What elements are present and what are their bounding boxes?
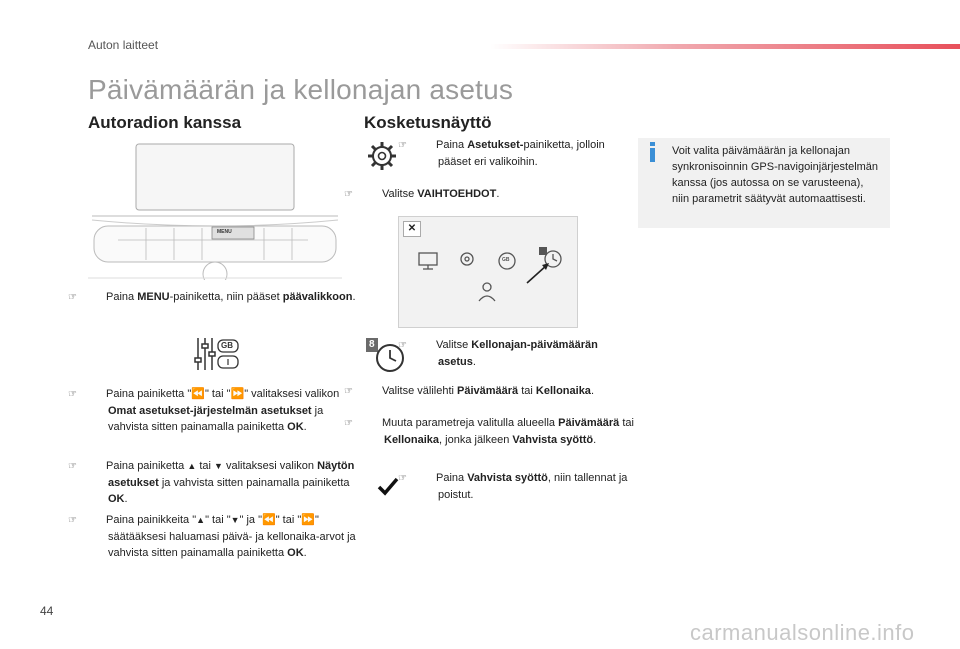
step-options: ☞ Valitse VAIHTOEHDOT.: [364, 186, 634, 203]
bullet-icon: ☞: [344, 386, 353, 397]
bullet-icon: ☞: [68, 515, 77, 526]
step-tab: ☞ Valitse välilehti Päivämäärä tai Kellonaika.: [364, 383, 634, 400]
down-arrow-icon: ▼: [230, 515, 240, 525]
page-title: Päivämäärän ja kellonajan asetus: [88, 74, 514, 105]
step-own-settings: ☞ Paina painiketta "⏪" tai "⏩" valitaksesi valikon Omat asetukset-järjestelmän asetukset ja vahvista sitten painamalla painiketta OK.: [68, 388, 340, 433]
down-arrow-icon: ▼: [214, 461, 223, 471]
bullet-icon: ☞: [344, 418, 353, 429]
bullet-icon: ☞: [68, 389, 77, 400]
rewind-icon: ⏪: [191, 388, 205, 400]
settings-sliders-icon: [194, 336, 242, 372]
info-text: Voit valita päivämäärän ja kellonajan synkronisoinnin GPS-navigoinjärjestelmän kanssa (jos autossa on se varusteena), niin parametrit säätyvät automaattisesti.: [672, 145, 879, 205]
step-confirm: ☞ Paina Vahvista syöttö, niin tallennat ja poistut.: [398, 472, 628, 501]
badge-number: 8: [369, 339, 375, 350]
car-radio-illustration: [88, 140, 342, 280]
rewind-icon: ⏪: [262, 514, 276, 526]
fast-forward-icon: ⏩: [301, 514, 315, 526]
header-accent-bar: [490, 44, 960, 49]
bullet-icon: ☞: [398, 140, 407, 151]
watermark: carmanualsonline.info: [690, 620, 915, 645]
step-display-settings: ☞ Paina painiketta ▲ tai ▼ valitaksesi valikon Näytön asetukset ja vahvista sitten painamalla painiketta OK.: [68, 460, 355, 505]
page-number: 44: [40, 604, 54, 618]
step-modify: ☞ Muuta parametreja valitulla alueella Päivämäärä tai Kellonaika, jonka jälkeen Vahvista syöttö.: [344, 417, 634, 446]
step-adjust-values: ☞ Paina painikkeita "▲" tai "▼" ja "⏪" tai "⏩" säätääksesi haluamasi päivä- ja kellonaika-arvot ja vahvista sitten painamalla painiketta OK.: [68, 514, 356, 559]
touchscreen-mockup: [398, 216, 578, 328]
bullet-icon: ☞: [68, 292, 77, 303]
close-icon: ✕: [403, 221, 421, 237]
info-icon: [648, 142, 658, 162]
step-settings-button: ☞ Paina Asetukset-painiketta, jolloin pääset eri valikoihin.: [398, 139, 605, 168]
bullet-icon: ☞: [398, 340, 407, 351]
bullet-icon: ☞: [398, 473, 407, 484]
lang-badge: GB: [502, 257, 510, 263]
settings-gear-icon: [366, 140, 398, 172]
bullet-icon: ☞: [344, 189, 353, 200]
settings-icon-label: GB: [221, 341, 233, 350]
heading-touchscreen: Kosketusnäyttö: [364, 113, 492, 132]
fast-forward-icon: ⏩: [230, 388, 245, 400]
checkmark-icon: [376, 474, 400, 498]
step-menu: ☞ Paina MENU-painiketta, niin pääset päävalikkoon.: [88, 289, 358, 306]
bullet-icon: ☞: [68, 461, 77, 472]
section-label: Auton laitteet: [88, 38, 159, 52]
menu-button-label: MENU: [217, 229, 232, 235]
up-arrow-icon: ▲: [196, 515, 206, 525]
up-arrow-icon: ▲: [187, 461, 197, 471]
step-clock-date: ☞ Valitse Kellonajan-päivämäärän asetus.: [398, 339, 598, 368]
heading-autoradio: Autoradion kanssa: [88, 113, 242, 132]
